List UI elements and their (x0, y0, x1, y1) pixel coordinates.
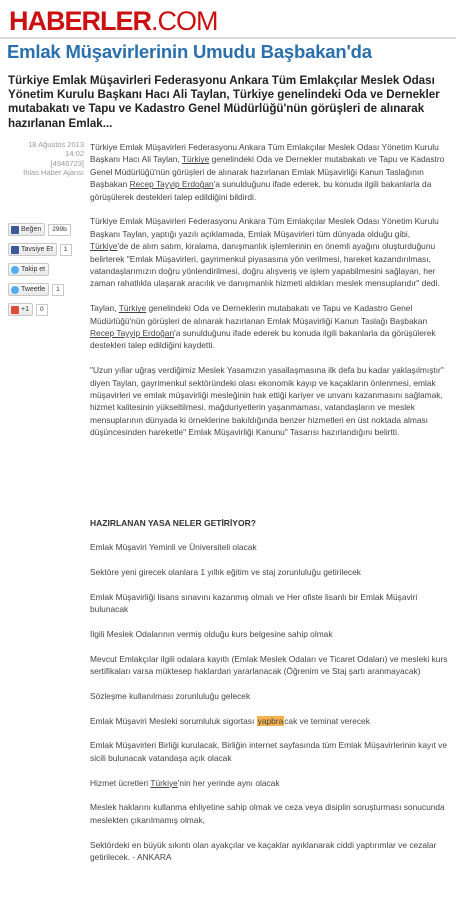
item-text: Mevcut Emlakçılar ilgili odalara kayıtlı (Emlak Meslek Odaları ve Ticaret Odaları) ve mesleki kurs sertifikaları varsa müktesep haklardan yararlanacak (Öğrenim ve Staj şartı aranmayacak) (90, 653, 448, 676)
paragraph-text: 'a sunulduğunu ifade ederek bu konuda ilgili bakanlarla da görüşülerek destekleri talep edildiğini kaydetti. (90, 328, 436, 351)
list-item (90, 715, 450, 727)
list-item (90, 628, 450, 640)
article-date: 18 Ağustos 2013 (28, 140, 84, 149)
twitter-bird-icon (11, 266, 19, 274)
tweet-button[interactable] (8, 283, 49, 296)
tag-link-turkiye[interactable]: Türkiye (181, 154, 210, 165)
tweet-label: Tweetle (21, 286, 46, 293)
article-paragraph (90, 364, 450, 438)
list-item (90, 541, 450, 553)
article-paragraph (90, 302, 450, 352)
item-text: İlgili Meslek Odalarının vermiş olduğu kurs belgesine sahip olmak (90, 628, 333, 639)
item-text: Emlak Müşavirliği lisans sınavını kazanmış olmalı ve Her ofiste lisanlı bir Emlak Müşaviri bulunacak (90, 591, 418, 614)
paragraph-text: Türkiye Emlak Müşavirleri Federasyonu Ankara Tüm Emlakçılar Meslek Odası Yönetim Kurulu Başkanı Hacı Ali Taylan, (90, 142, 439, 165)
twitter-follow-label: Takip et (21, 266, 46, 273)
item-text: Emlak Müşaviri Mesleki sorumluluk sigortası (90, 715, 257, 726)
list-item (90, 653, 450, 678)
paragraph-text: genelindeki Oda ve Derneklerin mutabakatı ve Tapu ve Kadastro Genel Müdürlüğü'nün görüşleri de alınarak hazırlanan Emlak Müşavirliği Kanun Taslağı Başbakan (90, 303, 428, 326)
item-text: Emlak Müşavirleri Birliği kurulacak, Birliğin internet sayfasında tüm Emlak Müşavirlerinin kayıt ve sicili bulunacak vatandaşa açık olacak (90, 740, 447, 763)
article-headline: Emlak Müşavirlerinin Umudu Başbakan'da (7, 41, 372, 62)
recommend-label: Tavsiye Et (21, 246, 53, 253)
paragraph-text: Türkiye Emlak Müşavirleri Federasyonu Ankara Tüm Emlakçılar Meslek Odası Yönetim Kurulu Başkanı Taylan, yaptığı yazılı açıklamada, Emlak Müşavirleri tüm dünyada olduğu gibi, (90, 216, 439, 239)
gplus-label: +1 (21, 306, 29, 313)
item-text: Sektöre yeni girecek olanlara 1 yıllık eğitim ve staj zorunluluğu getirilecek (90, 566, 361, 577)
list-item (90, 690, 450, 702)
paragraph-text: 'a sunulduğunu ifade ederek, bu konuda ilgili bakanlarla da görüşülerek destekleri talep edildiğini bildirdi. (90, 179, 432, 202)
site-logo[interactable] (9, 6, 218, 36)
list-item (90, 839, 450, 864)
tag-link-turkiye[interactable]: Türkiye (90, 241, 118, 252)
article-body (90, 141, 450, 451)
list-item (90, 801, 450, 826)
article-paragraph (90, 141, 450, 203)
tweet-widget (8, 282, 78, 297)
twitter-follow-widget (8, 262, 78, 277)
article-meta (8, 140, 84, 177)
paragraph-text: genelindeki Oda ve Dernekler mutabakatı ve Tapu ve Kadastro Genel Müdürlüğü'nün görüşleri de alınarak hazırlanan Emlak Müşavirliği Kanun Taslağının Başbakan (90, 154, 445, 190)
paragraph-text: Taylan, (90, 303, 119, 314)
tavsiye-widget (8, 242, 78, 257)
list-item (90, 566, 450, 578)
list-item (90, 591, 450, 616)
facebook-like-label: Beğen (21, 226, 42, 233)
logo-text-domain: .COM (151, 6, 218, 36)
item-text: Meslek haklarını kullanma ehliyetine sahip olmak ve ceza veya disiplin soruşturması sonucunda meslekten çıkarılmamış olmak, (90, 802, 445, 825)
list-item (90, 739, 450, 764)
item-text: 'nin her yerinde aynı olacak (177, 777, 280, 788)
tag-link-turkiye[interactable]: Türkiye (150, 777, 178, 788)
tag-link-erdogan[interactable]: Recep Tayyip Erdoğan (90, 328, 175, 339)
twitter-follow-button[interactable] (8, 263, 49, 276)
item-text: cak ve teminat verecek (284, 715, 370, 726)
search-highlight: yapbra (257, 715, 284, 726)
article-lead: Türkiye Emlak Müşavirleri Federasyonu Ankara Tüm Emlakçılar Meslek Odası Yönetim Kurulu Başkanı Hacı Ali Taylan, Türkiye genelindeki Oda ve Dernekler mutabakatı ve Tapu ve Kadastro Genel Müdürlüğü'nün görüşleri de alınarak hazırlanan Emlak... (8, 74, 440, 130)
item-text: Sektördeki en büyük sıkıntı olan ayakçılar ve kaçaklar ayıklanarak ciddi yaptırımlar ve cezalar getirilecek. - ANKARA (90, 839, 437, 862)
item-text: Emlak Müşaviri Yeminli ve Üniversiteli olacak (90, 542, 257, 552)
facebook-icon (11, 246, 19, 254)
article-source: İhlas Haber Ajansı (23, 167, 84, 177)
google-plus-icon (11, 306, 19, 314)
gplus-count: 0 (36, 304, 48, 316)
header-divider (0, 37, 456, 39)
logo-text-main: HABERLER (9, 6, 152, 36)
recommend-button[interactable] (8, 243, 57, 256)
tweet-count: 1 (52, 284, 64, 296)
recommend-count: 1 (60, 244, 72, 256)
gplus-widget (8, 302, 78, 317)
item-text: Sözleşme kullanılması zorunluluğu gelecek (90, 690, 251, 701)
paragraph-text: 'de de alım satım, kiralama, danışmanlık işlemlerinin en önemli ayağını oluşturduğunu belirterek "Emlak Müşavirleri, gayrimenkul piyasasına yön verilmesi, hareket kazandırılması, vatandaşlarımızın doğru yönlendirilmesi, doğru alışveriş ve işlem yapabilmesini sağlayan, her zaman rahatlıkla ulaşarak aracılık ve danışmanlık hizmeti aldıkları meslek mensuplarıdır" dedi. (90, 241, 440, 289)
law-items-list (90, 541, 450, 876)
gplus-button[interactable] (8, 303, 33, 316)
tag-link-erdogan[interactable]: Recep Tayyip Erdoğan (129, 179, 214, 190)
tag-link-turkiye[interactable]: Türkiye (118, 303, 147, 314)
facebook-like-button[interactable] (8, 223, 45, 236)
facebook-like-widget (8, 222, 78, 237)
article-id: [4946723] (50, 158, 84, 168)
paragraph-text: "Uzun yıllar uğraş verdiğimiz Meslek Yasamızın yasallaşmasına ilk defa bu kadar yaklaşılmıştır" diyen Taylan, gayrimenkul sektöründeki olası ekonomik kayıp ve kaçakların önlenmesi, emlak müşavirleri ve emlak müşavirliği mesleğinin hak ettiği kariyer ve unvanı kazanmasını sağlamak, hizmet kalitesinin yükseltilmesi, mağduriyetlerin yaşanmaması, vatandaşların ve meslek mensuplarının dünyada ki örneklerine bakıldığında benzer hizmetleri en üst noktada alması düşüncesinden hareketle" Emlak Müşavirliği Kanunu" Tasarısı hazırlandığını belirtti. (90, 365, 444, 438)
section-title: HAZIRLANAN YASA NELER GETİRİYOR? (90, 518, 256, 528)
facebook-like-count: 299b (48, 224, 70, 236)
item-text: Hizmet ücretleri (90, 777, 151, 788)
list-item (90, 777, 450, 789)
article-paragraph (90, 215, 450, 289)
facebook-icon (11, 226, 19, 234)
article-time: 14:02 (65, 149, 84, 159)
twitter-bird-icon (11, 286, 19, 294)
